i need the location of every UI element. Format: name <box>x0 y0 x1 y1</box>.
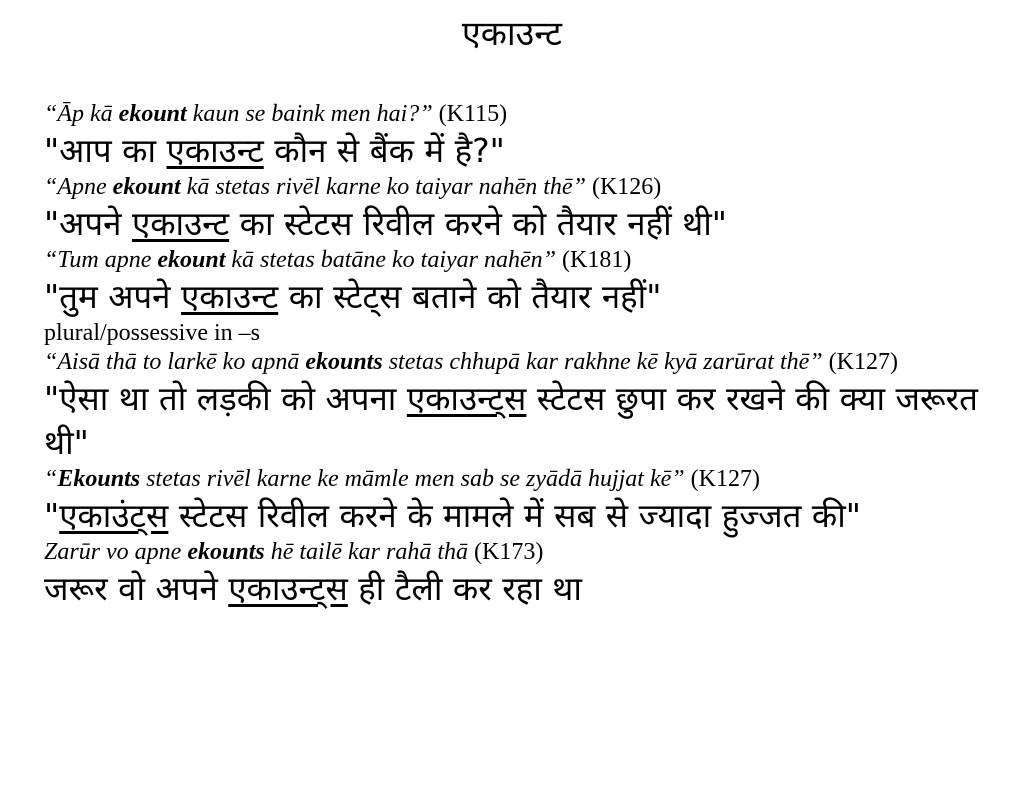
entry <box>44 348 1004 465</box>
keyword-underlined: एकाउन्ट <box>180 277 279 316</box>
page-title: एकाउन्ट <box>461 14 563 54</box>
reference: (K127) <box>822 349 898 375</box>
keyword-underlined: एकाउन्ट्स <box>228 569 348 608</box>
reference: (K173) <box>468 539 544 565</box>
keyword-underlined: एकाउन्ट्स <box>406 379 527 418</box>
reference: (K126) <box>585 174 662 200</box>
keyword: ekount <box>118 101 187 127</box>
transliteration-line: “Apne ekount kā stetas rivēl karne ko taiyar nahēn thē” (K126) <box>44 174 662 200</box>
hindi-line: "ऐसा था तो लड़की को अपना एकाउन्ट्स स्टेटस छुपा कर रखने की क्या जरूरत थी" <box>44 379 978 462</box>
entry <box>44 246 1004 319</box>
entry <box>44 465 1004 538</box>
hindi-line: "अपने एकाउन्ट का स्टेटस रिवील करने को तैयार नहीं थी" <box>44 204 727 243</box>
reference: (K181) <box>556 247 632 273</box>
entry <box>44 538 1004 611</box>
keyword-underlined: एकाउंट्स <box>59 496 169 535</box>
transliteration-line: “Tum apne ekount kā stetas batāne ko taiyar nahēn” (K181) <box>44 247 632 273</box>
hindi-line: "आप का एकाउन्ट कौन से बैंक में है?" <box>44 131 505 170</box>
entry <box>44 173 1004 246</box>
keyword: ekounts <box>187 539 265 565</box>
hindi-line: "एकाउंट्स स्टेटस रिवील करने के मामले में सब से ज्यादा हुज्जत की" <box>44 496 861 535</box>
section-note: plural/possessive in –s <box>44 320 260 346</box>
entry <box>44 100 1004 173</box>
hindi-line: "तुम अपने एकाउन्ट का स्टेट्स बताने को तैयार नहीं" <box>44 277 662 316</box>
keyword-underlined: एकाउन्ट <box>131 204 230 243</box>
keyword-underlined: एकाउन्ट <box>166 131 264 170</box>
transliteration-line: “Āp kā ekount kaun se baink men hai?” (K115) <box>44 101 508 127</box>
transliteration-line: “Aisā thā to larkē ko apnā ekounts stetas chhupā kar rakhne kē kyā zarūrat thē” (K127) <box>44 349 898 375</box>
keyword: ekount <box>157 247 226 273</box>
transliteration-line: “Ekounts stetas rivēl karne ke māmle men sab se zyādā hujjat kē” (K127) <box>44 466 760 492</box>
reference: (K115) <box>432 101 508 127</box>
transliteration-line: Zarūr vo apne ekounts hē tailē kar rahā thā (K173) <box>44 539 544 565</box>
keyword: ekount <box>112 174 181 200</box>
keyword: ekounts <box>305 349 383 375</box>
keyword: Ekounts <box>57 466 141 492</box>
hindi-line: जरूर वो अपने एकाउन्ट्स ही टैली कर रहा था <box>44 569 582 608</box>
entries-list <box>44 100 1004 611</box>
reference: (K127) <box>684 466 760 492</box>
